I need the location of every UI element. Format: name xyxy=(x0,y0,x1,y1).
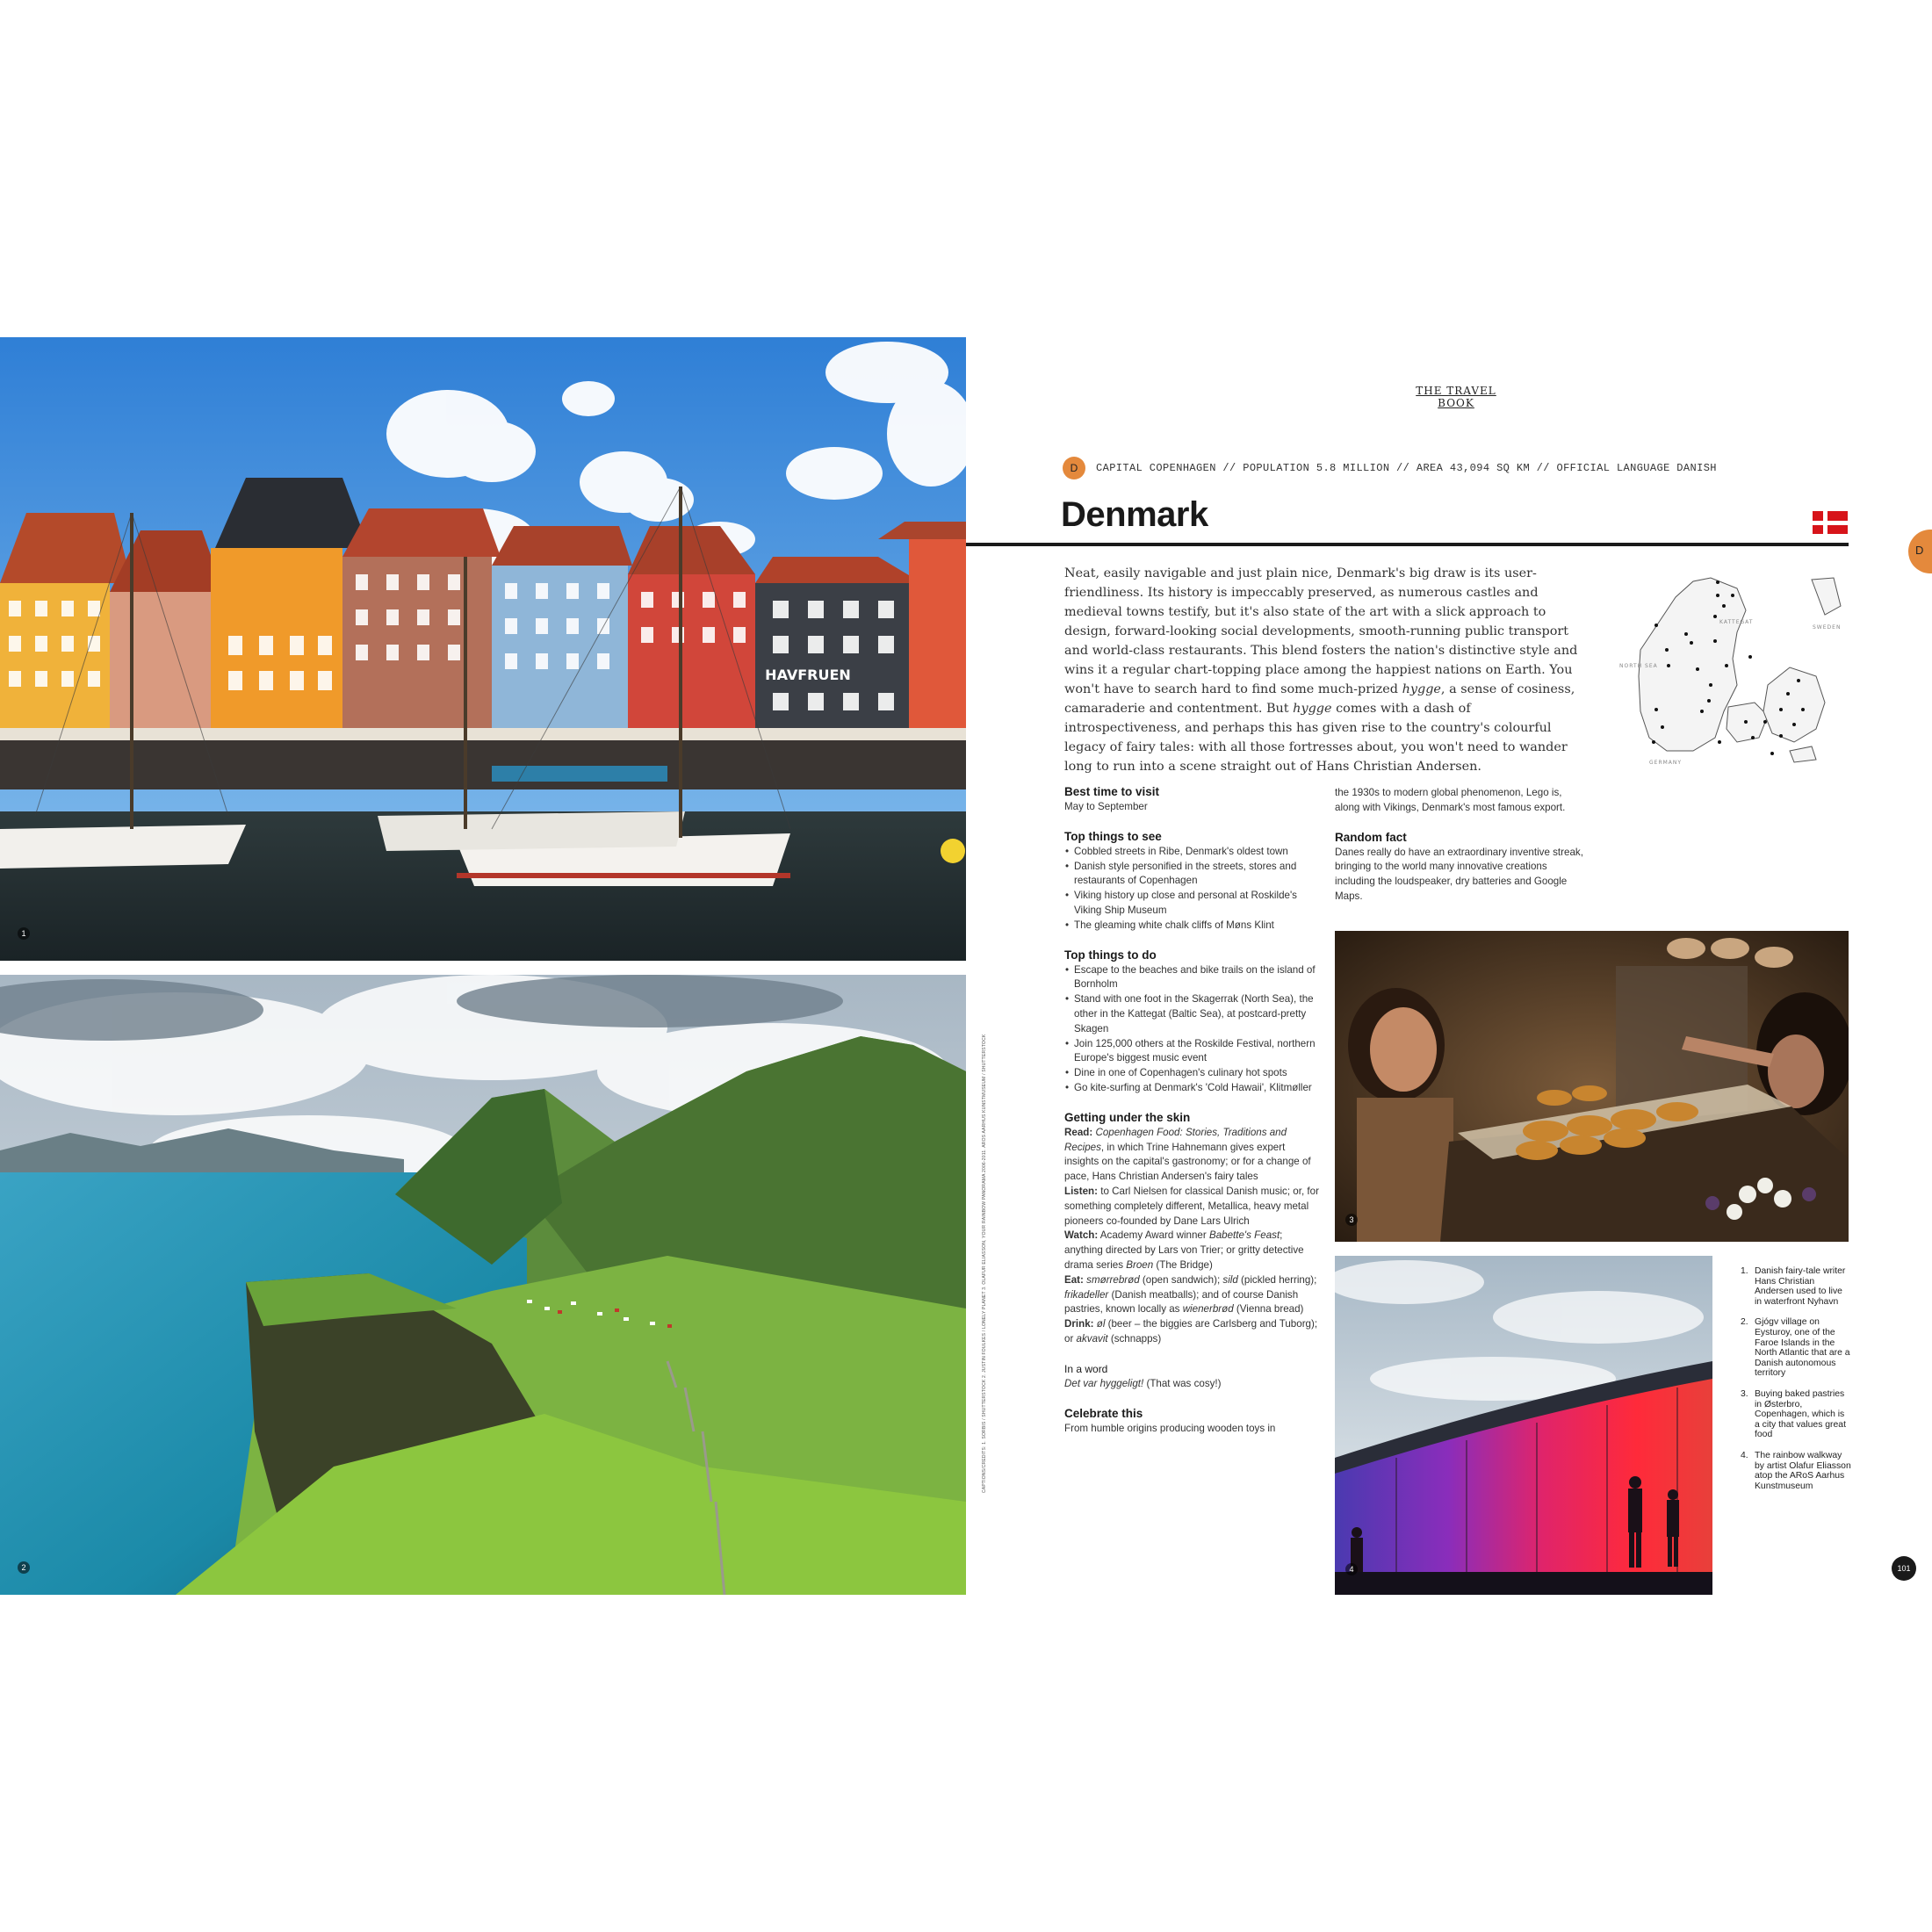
skin-listen: Listen: to Carl Nielsen for classical Danish music; or, for something completely different, Metallica, heavy metal pioneers co-founded by Dane Lars Ulrich xyxy=(1064,1185,1319,1227)
denmark-map xyxy=(1614,562,1846,773)
caption-item: 2. Gjógv village on Eysturoy, one of the Faroe Islands in the North Atlantic that are a Danish autonomous territory xyxy=(1741,1317,1850,1379)
column-right xyxy=(1335,786,1585,905)
skin-eat: Eat: smørrebrød (open sandwich); sild (pickled herring); frikadeller (Danish meatballs); and of course Danish pastries, known locally as wienerbrød (Vienna bread) xyxy=(1064,1273,1317,1316)
photo-bakery xyxy=(1335,931,1849,1242)
list-item: • The gleaming white chalk cliffs of Møns Klint xyxy=(1064,919,1319,934)
top-see-list xyxy=(1064,845,1319,934)
list-item: • Dine in one of Copenhagen's culinary hot spots xyxy=(1064,1066,1319,1081)
random-fact-heading: Random fact xyxy=(1335,830,1407,844)
denmark-flag-icon xyxy=(1813,511,1848,534)
random-fact-text: Danes really do have an extraordinary inventive streak, bringing to the world many innovative creations including the loudspeaker, dry batteries and Google Maps. xyxy=(1335,846,1583,902)
skin-read: Read: Copenhagen Food: Stories, Traditions and Recipes, in which Trine Hahnemann gives expert insights on the capital's gastronomy; or for a change of pace, Hans Christian Andersen's fairy tales xyxy=(1064,1126,1311,1183)
photo-number: 4 xyxy=(1345,1563,1358,1575)
photo-nyhavn xyxy=(0,337,966,961)
alphabet-edge-tab[interactable]: D xyxy=(1908,530,1932,573)
caption-item: 3. Buying baked pastries in Østerbro, Copenhagen, which is a city that values great food xyxy=(1741,1388,1846,1440)
photo-number: 2 xyxy=(18,1561,30,1574)
facts-line: CAPITAL COPENHAGEN // POPULATION 5.8 MILLION // AREA 43,094 SQ KM // OFFICIAL LANGUAGE DANISH xyxy=(1096,462,1717,474)
skin-drink: Drink: øl (beer – the biggies are Carlsberg and Tuborg); or akvavit (schnapps) xyxy=(1064,1318,1318,1344)
best-time-text: May to September xyxy=(1064,801,1148,812)
word-text: Det var hyggeligt! (That was cosy!) xyxy=(1064,1377,1222,1389)
celebrate-text-a: From humble origins producing wooden toys in xyxy=(1064,1422,1276,1434)
list-item: • Stand with one foot in the Skagerrak (North Sea), the other in the Kattegat (Baltic Sea), at postcard-pretty Skagen xyxy=(1064,992,1319,1036)
celebrate-text-b: the 1930s to modern global phenomenon, Lego is, along with Vikings, Denmark's most famous export. xyxy=(1335,787,1566,813)
photo-credits: CAPTIONS/CREDITS: 1. SORBIS / SHUTTERSTOCK 2. JUSTIN FOULKES / LONELY PLANET 3. OLAFUR ELIASSON, YOUR RAINBOW PANORAMA 2006-2011. AROS AARHUS KUNSTMUSEUM / SHUTTERSTOCK xyxy=(982,1034,987,1493)
letter-badge: D xyxy=(1063,457,1085,479)
photo-gjogv xyxy=(0,975,966,1595)
title-rule xyxy=(966,543,1849,546)
top-do-heading: Top things to do xyxy=(1064,948,1157,962)
photo-number: 1 xyxy=(18,927,30,940)
caption-item: 1. Danish fairy-tale writer Hans Christian Andersen used to live in waterfront Nyhavn xyxy=(1741,1266,1846,1307)
list-item: • Cobbled streets in Ribe, Denmark's oldest town xyxy=(1064,845,1319,860)
list-item: • Danish style personified in the streets, stores and restaurants of Copenhagen xyxy=(1064,860,1319,890)
caption-item: 4. The rainbow walkway by artist Olafur Eliasson atop the ARoS Aarhus Kunstmuseum xyxy=(1741,1450,1851,1491)
page-number: 101 xyxy=(1892,1556,1916,1581)
list-item: • Escape to the beaches and bike trails on the island of Bornholm xyxy=(1064,963,1319,993)
svg-text:KATTEGAT: KATTEGAT xyxy=(1719,619,1754,625)
svg-text:GERMANY: GERMANY xyxy=(1649,760,1683,766)
top-see-heading: Top things to see xyxy=(1064,829,1162,843)
intro-paragraph: Neat, easily navigable and just plain nice, Denmark's big draw is its user-friendliness. Its history is impeccably preserved, as numerous castles and medieval towns testify, but it's also state of the art with a slick approach to design, forward-looking social developments, smooth-running public transport and world-class restaurants. This blend fosters the nation's distinctive style and wins it a regular chart-topping place among the happiest nations on Earth. You won't have to search hard to find some much-prized hygge, a sense of cosiness, camaraderie and contentment. But hygge comes with a dash of introspectiveness, and perhaps this has given rise to the country's colourful legacy of fairy tales: with all those fortresses about, you won't need to wander long to run into a scene straight out of Hans Christian Andersen. xyxy=(1064,566,1578,774)
word-heading: In a word xyxy=(1064,1362,1108,1375)
list-item: • Viking history up close and personal at Roskilde's Viking Ship Museum xyxy=(1064,889,1319,919)
celebrate-heading: Celebrate this xyxy=(1064,1406,1143,1420)
best-time-heading: Best time to visit xyxy=(1064,785,1160,798)
skin-heading: Getting under the skin xyxy=(1064,1110,1191,1124)
country-title: Denmark xyxy=(1061,495,1208,534)
havfruen-sign: HAVFRUEN xyxy=(765,667,851,683)
running-head: THE TRAVEL BOOK xyxy=(1416,385,1496,409)
skin-watch: Watch: Academy Award winner Babette's Feast; anything directed by Lars von Trier; or gritty detective drama series Broen (The Bridge) xyxy=(1064,1229,1304,1271)
list-item: • Join 125,000 others at the Roskilde Festival, northern Europe's biggest music event xyxy=(1064,1037,1319,1067)
svg-text:SWEDEN: SWEDEN xyxy=(1813,624,1842,631)
column-left xyxy=(1064,784,1319,1436)
photo-captions xyxy=(1741,1266,1851,1502)
photo-number: 3 xyxy=(1345,1214,1358,1226)
svg-text:NORTH SEA: NORTH SEA xyxy=(1619,663,1658,669)
photo-rainbow-walkway xyxy=(1335,1256,1712,1595)
list-item: • Go kite-surfing at Denmark's 'Cold Hawaii', Klitmøller xyxy=(1064,1081,1319,1096)
top-do-list xyxy=(1064,963,1319,1096)
